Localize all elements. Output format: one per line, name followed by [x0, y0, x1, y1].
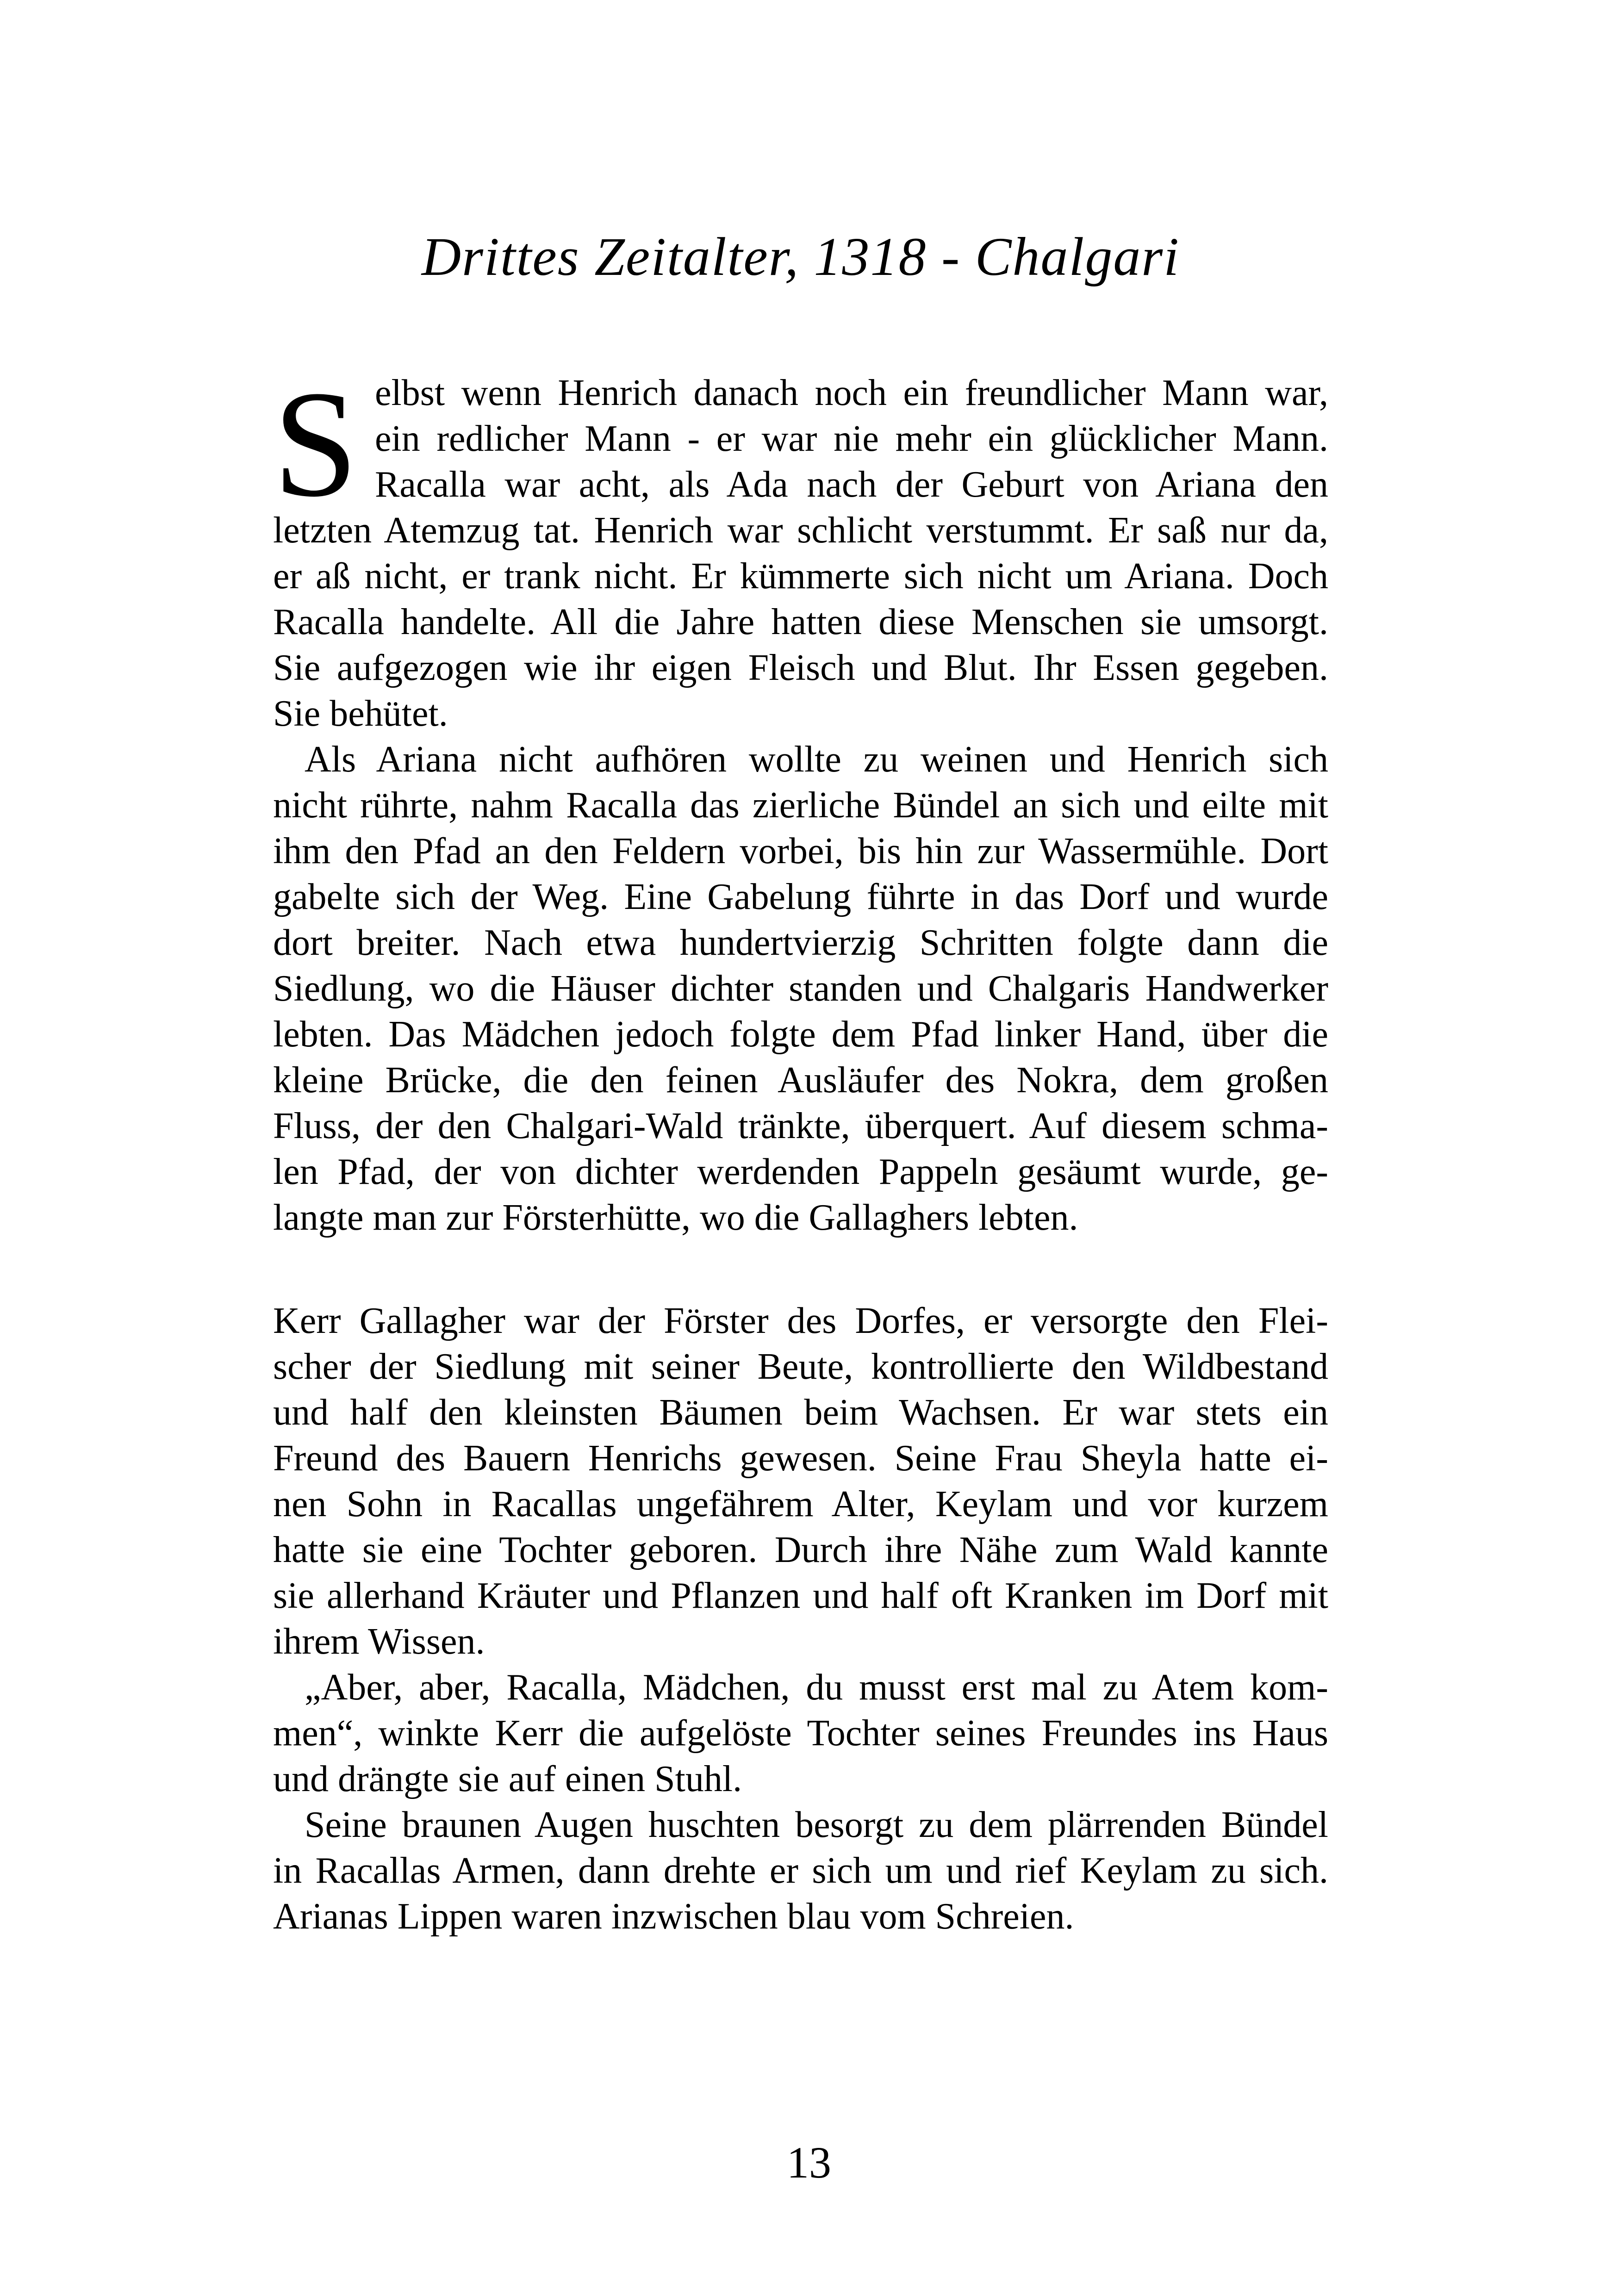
text-line: hatte sie eine Tochter geboren. Durch ihre Nähe zum Wald kannte: [273, 1530, 1328, 1570]
text-line: Seine braunen Augen huschten besorgt zu dem plärrenden Bündel: [305, 1804, 1328, 1845]
text-section-1: [273, 360, 1328, 1241]
chapter-title: Drittes Zeitalter, 1318 - Chalgari: [421, 226, 1180, 287]
text-line: ein redlicher Mann - er war nie mehr ein glücklicher Mann.: [375, 418, 1328, 459]
text-line: Arianas Lippen waren inzwischen blau vom Schreien.: [273, 1896, 1074, 1937]
text-line: langte man zur Försterhütte, wo die Gallaghers lebten.: [273, 1197, 1078, 1238]
text-line: elbst wenn Henrich danach noch ein freundlicher Mann war,: [375, 373, 1328, 413]
paragraph-1: [273, 360, 1328, 737]
text-line: Freund des Bauern Henrichs gewesen. Seine Frau Sheyla hatte ei-: [273, 1438, 1328, 1479]
text-line: len Pfad, der von dichter werdenden Pappeln gesäumt wurde, ge-: [273, 1151, 1328, 1192]
paragraph-4: [273, 1665, 1328, 1802]
text-line: Siedlung, wo die Häuser dichter standen und Chalgaris Handwerker: [273, 968, 1328, 1009]
paragraph-5: [273, 1802, 1328, 1940]
text-line: und half den kleinsten Bäumen beim Wachsen. Er war stets ein: [273, 1392, 1328, 1433]
text-line: ihm den Pfad an den Feldern vorbei, bis hin zur Wassermühle. Dort: [273, 831, 1328, 871]
text-line: und drängte sie auf einen Stuhl.: [273, 1759, 742, 1799]
text-line: Fluss, der den Chalgari-Wald tränkte, überquert. Auf diesem schma-: [273, 1106, 1328, 1146]
text-line: kleine Brücke, die den feinen Ausläufer des Nokra, dem großen: [273, 1060, 1328, 1101]
text-line: ihrem Wissen.: [273, 1621, 485, 1662]
text-line: Racalla war acht, als Ada nach der Geburt von Ariana den: [375, 464, 1328, 505]
text-line: letzten Atemzug tat. Henrich war schlicht verstummt. Er saß nur da,: [273, 510, 1328, 551]
text-line: Kerr Gallagher war der Förster des Dorfes, er versorgte den Flei-: [273, 1300, 1328, 1341]
text-line: nicht rührte, nahm Racalla das zierliche Bündel an sich und eilte mit: [273, 785, 1328, 826]
page-number: 13: [787, 2138, 831, 2187]
text-line: Sie behütet.: [273, 693, 448, 734]
text-line: „Aber, aber, Racalla, Mädchen, du musst erst mal zu Atem kom-: [305, 1667, 1328, 1708]
text-line: gabelte sich der Weg. Eine Gabelung führte in das Dorf und wurde: [273, 877, 1328, 917]
text-line: er aß nicht, er trank nicht. Er kümmerte sich nicht um Ariana. Doch: [273, 556, 1328, 597]
text-line: scher der Siedlung mit seiner Beute, kontrollierte den Wildbestand: [273, 1346, 1328, 1387]
text-line: in Racallas Armen, dann drehte er sich um und rief Keylam zu sich.: [273, 1850, 1328, 1891]
text-section-2: [273, 1298, 1328, 1940]
text-line: Racalla handelte. All die Jahre hatten diese Menschen sie umsorgt.: [273, 602, 1328, 642]
text-line: men“, winkte Kerr die aufgelöste Tochter seines Freundes ins Haus: [273, 1713, 1328, 1754]
text-line: lebten. Das Mädchen jedoch folgte dem Pfad linker Hand, über die: [273, 1014, 1328, 1055]
text-line: sie allerhand Kräuter und Pflanzen und half oft Kranken im Dorf mit: [273, 1575, 1328, 1616]
text-line: dort breiter. Nach etwa hundertvierzig Schritten folgte dann die: [273, 922, 1328, 963]
text-line: Sie aufgezogen wie ihr eigen Fleisch und Blut. Ihr Essen gegeben.: [273, 647, 1328, 688]
drop-cap: S: [273, 360, 358, 529]
paragraph-3: [273, 1298, 1328, 1665]
paragraph-2: [273, 737, 1328, 1241]
text-line: nen Sohn in Racallas ungefährem Alter, Keylam und vor kurzem: [273, 1484, 1328, 1524]
text-line: Als Ariana nicht aufhören wollte zu weinen und Henrich sich: [305, 739, 1328, 780]
